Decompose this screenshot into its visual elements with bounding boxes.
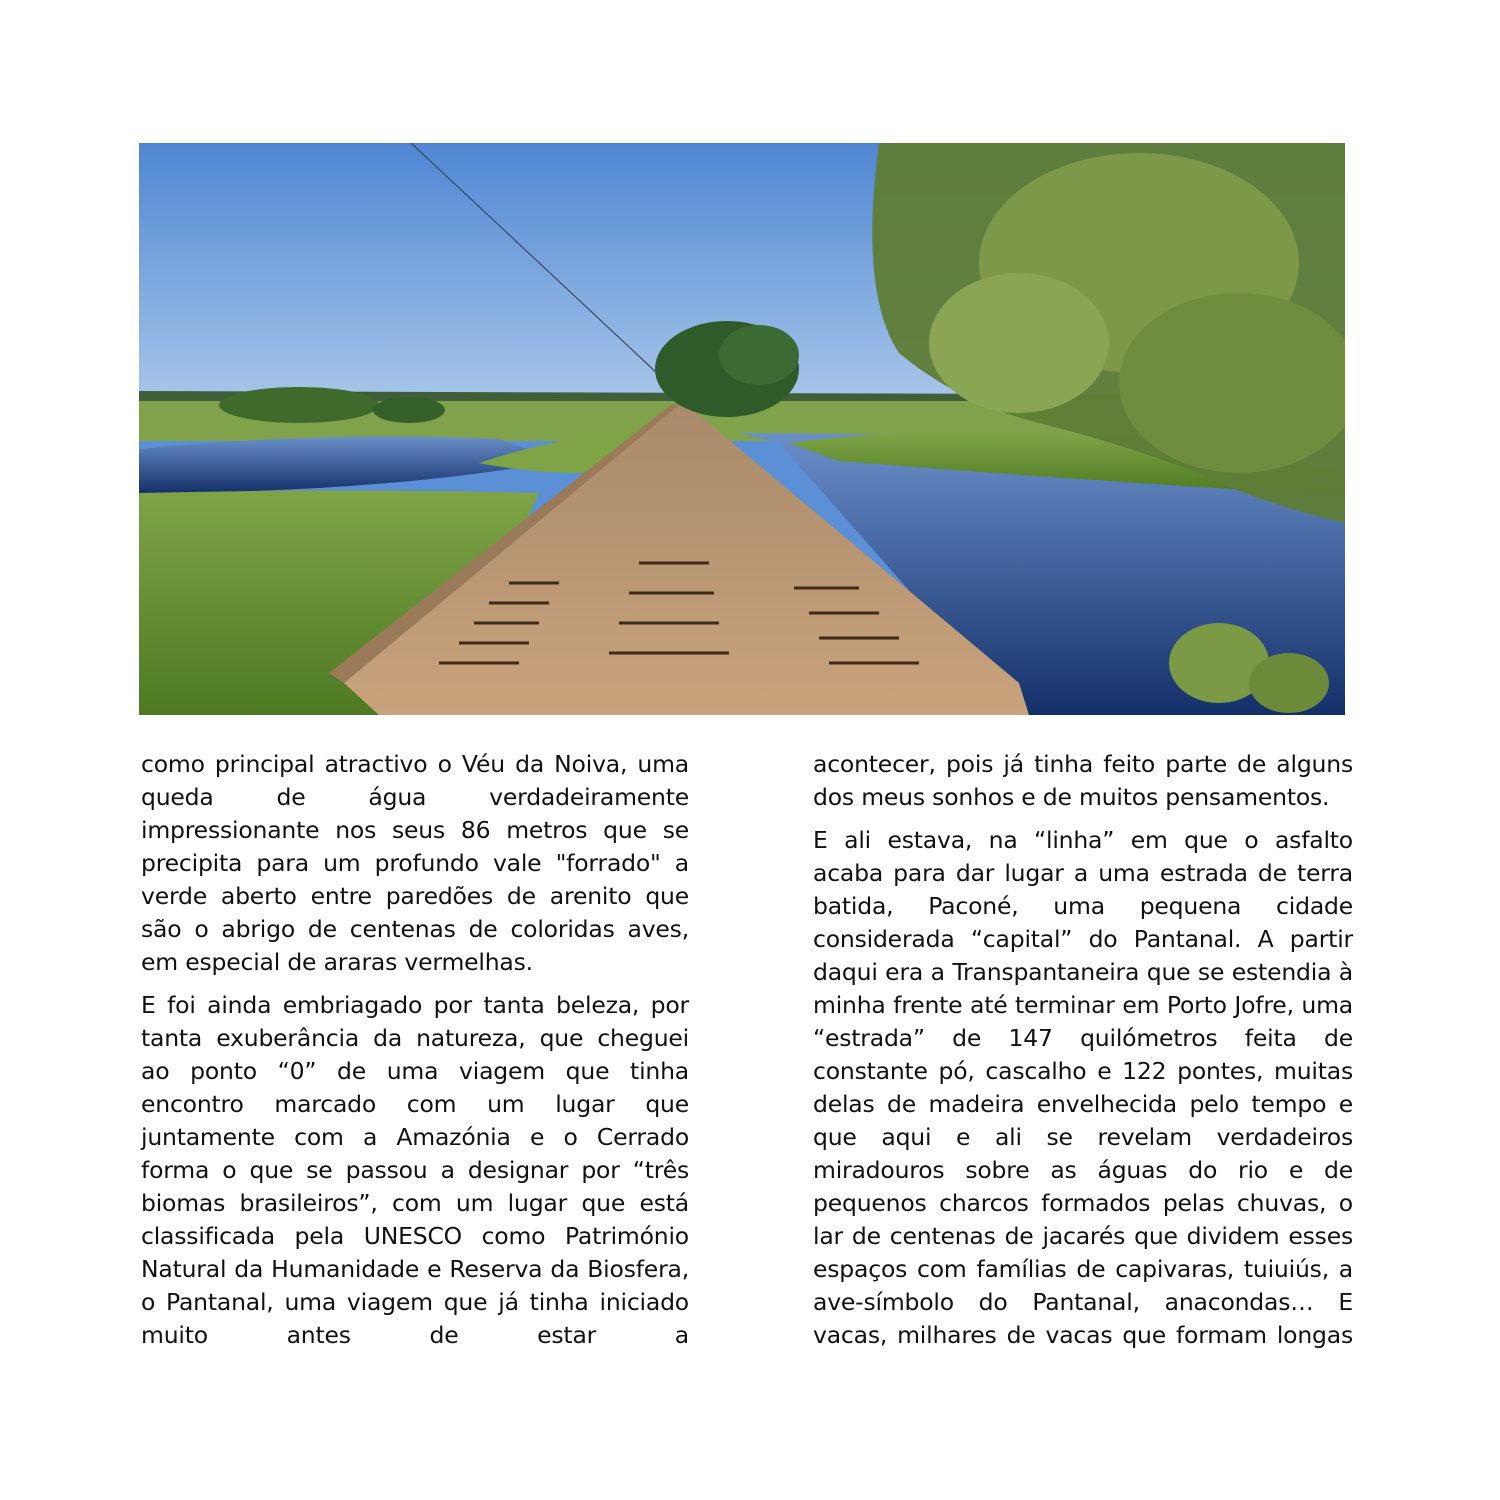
left-paragraph-1: como principal atractivo o Véu da Noiva, uma queda de água verdadeiramente impressionante nos seus 86 metros que se precipita para um profundo vale "forrado" a verde aberto entre paredões de arenito que são o abrigo de centenas de coloridas aves, em especial de araras vermelhas. — [141, 750, 689, 976]
bridge-photo — [139, 143, 1345, 715]
left-paragraph-2: E foi ainda embriagado por tanta beleza, por tanta exuberância da natureza, que cheguei ao ponto “0” de uma viagem que tinha encontro marcado com um lugar que juntamente com a Amazónia e o Cerrado forma o que se passou a designar por “três biomas brasileiros”, com um lugar que está classificada pela UNESCO como Património Natural da Humanidade e Reserva da Biosfera, o Pantanal, uma viagem que já tinha iniciado muito antes de estar a — [141, 991, 689, 1349]
right-paragraph-2: E ali estava, na “linha” em que o asfalto acaba para dar lugar a uma estrada de terra batida, Paconé, uma pequena cidade considerada “capital” do Pantanal. A partir daqui era a Transpantaneira que se estendia à minha frente até terminar em Porto Jofre, uma “estrada” de 147 quilómetros feita de constante pó, cascalho e 122 pontes, muitas delas de madeira envelhecida pelo tempo e que aqui e ali se revelam verdadeiros miradouros sobre as águas do rio e de pequenos charcos formados pelas chuvas, o lar de centenas de jacarés que dividem esses espaços com famílias de capivaras, tuiuiús, a ave-símbolo do Pantanal, anacondas… E vacas, milhares de vacas que formam longas — [813, 826, 1353, 1349]
left-text-column — [141, 748, 689, 1362]
right-text-column — [813, 748, 1353, 1362]
right-paragraph-1: acontecer, pois já tinha feito parte de alguns dos meus sonhos e de muitos pensamentos. — [813, 750, 1353, 811]
